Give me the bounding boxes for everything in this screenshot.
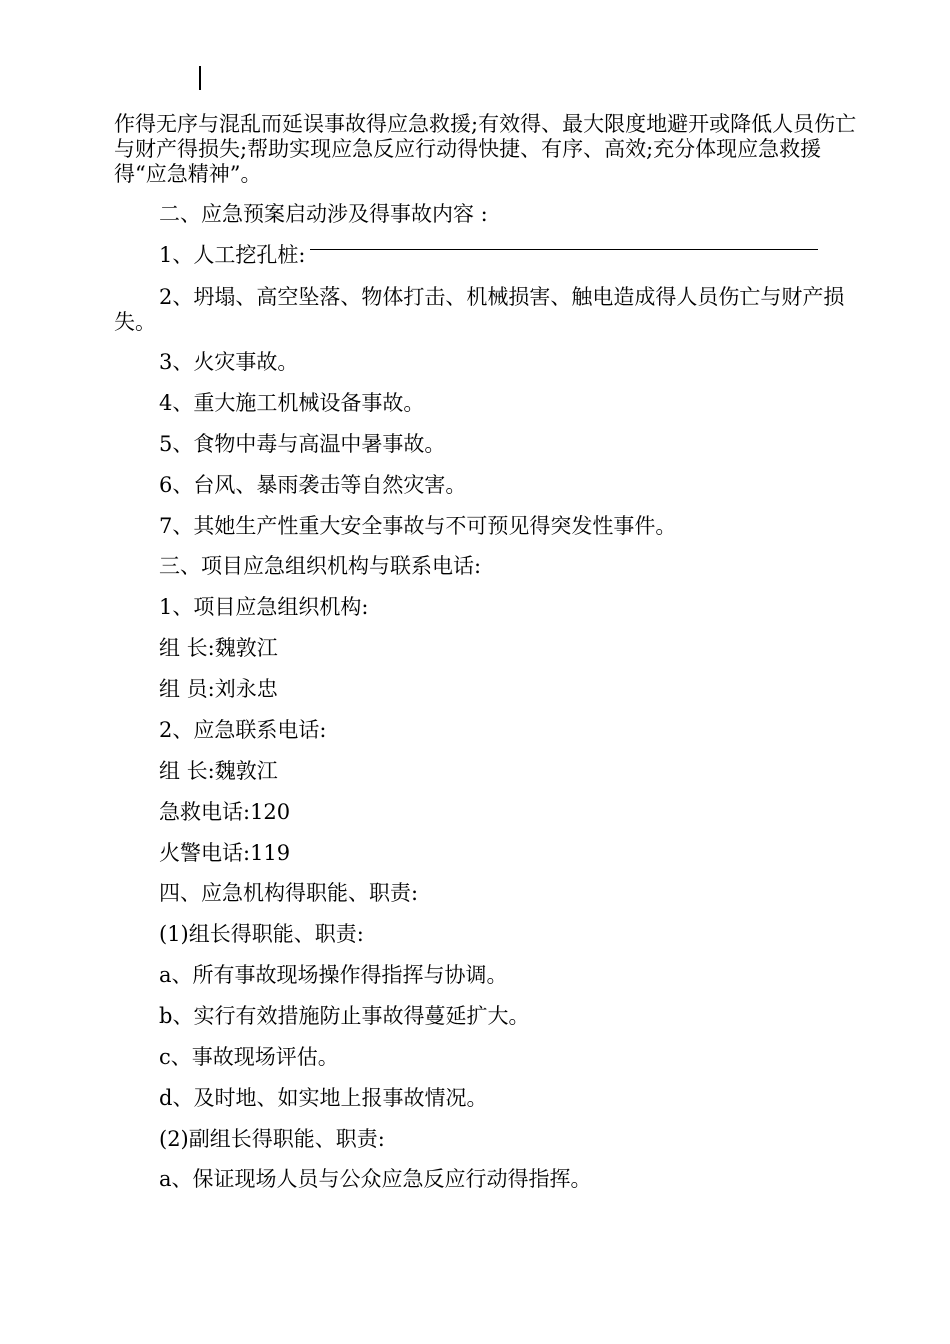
leader-duties-heading: (1)组长得职能、职责:: [159, 922, 364, 946]
contact-group-leader: 组 长:魏敦江: [159, 759, 278, 783]
fire-phone: 火警电话:119: [159, 841, 291, 865]
section-heading-4: 四、应急机构得职能、职责:: [159, 881, 419, 905]
leader-duty-d: d、及时地、如实地上报事故情况。: [159, 1086, 488, 1110]
intro-paragraph: 作得无序与混乱而延误事故得应急救援;有效得、最大限度地避开或降低人员伤亡与财产得损失;帮助实现应急反应行动得快捷、有序、高效;充分体现应急救援得“应急精神”。: [114, 112, 857, 186]
ambulance-phone: 急救电话:120: [159, 800, 291, 824]
group-leader: 组 长:魏敦江: [159, 636, 278, 660]
leader-duty-a: a、所有事故现场操作得指挥与协调。: [159, 963, 508, 987]
list-item-1: 1、人工挖孔桩:: [159, 243, 306, 267]
org-structure-heading: 1、项目应急组织机构:: [159, 595, 369, 619]
group-member: 组 员:刘永忠: [159, 677, 278, 701]
deputy-duties-heading: (2)副组长得职能、职责:: [159, 1127, 385, 1151]
underline-rule: [310, 249, 818, 250]
deputy-duty-a: a、保证现场人员与公众应急反应行动得指挥。: [159, 1167, 592, 1191]
contact-phones-heading: 2、应急联系电话:: [159, 718, 327, 742]
text-cursor: [199, 66, 201, 90]
list-item-4: 4、重大施工机械设备事故。: [159, 391, 425, 415]
leader-duty-b: b、实行有效措施防止事故得蔓延扩大。: [159, 1004, 530, 1028]
list-item-3: 3、火灾事故。: [159, 350, 299, 374]
list-item-7: 7、其她生产性重大安全事故与不可预见得突发性事件。: [159, 514, 677, 538]
list-item-5: 5、食物中毒与高温中暑事故。: [159, 432, 446, 456]
list-item-2: 2、坍塌、高空坠落、物体打击、机械损害、触电造成得人员伤亡与财产损失。: [114, 285, 845, 334]
section-heading-2: 二、应急预案启动涉及得事故内容 :: [159, 202, 488, 226]
leader-duty-c: c、事故现场评估。: [159, 1045, 339, 1069]
list-item-6: 6、台风、暴雨袭击等自然灾害。: [159, 473, 467, 497]
section-heading-3: 三、项目应急组织机构与联系电话:: [159, 554, 482, 578]
